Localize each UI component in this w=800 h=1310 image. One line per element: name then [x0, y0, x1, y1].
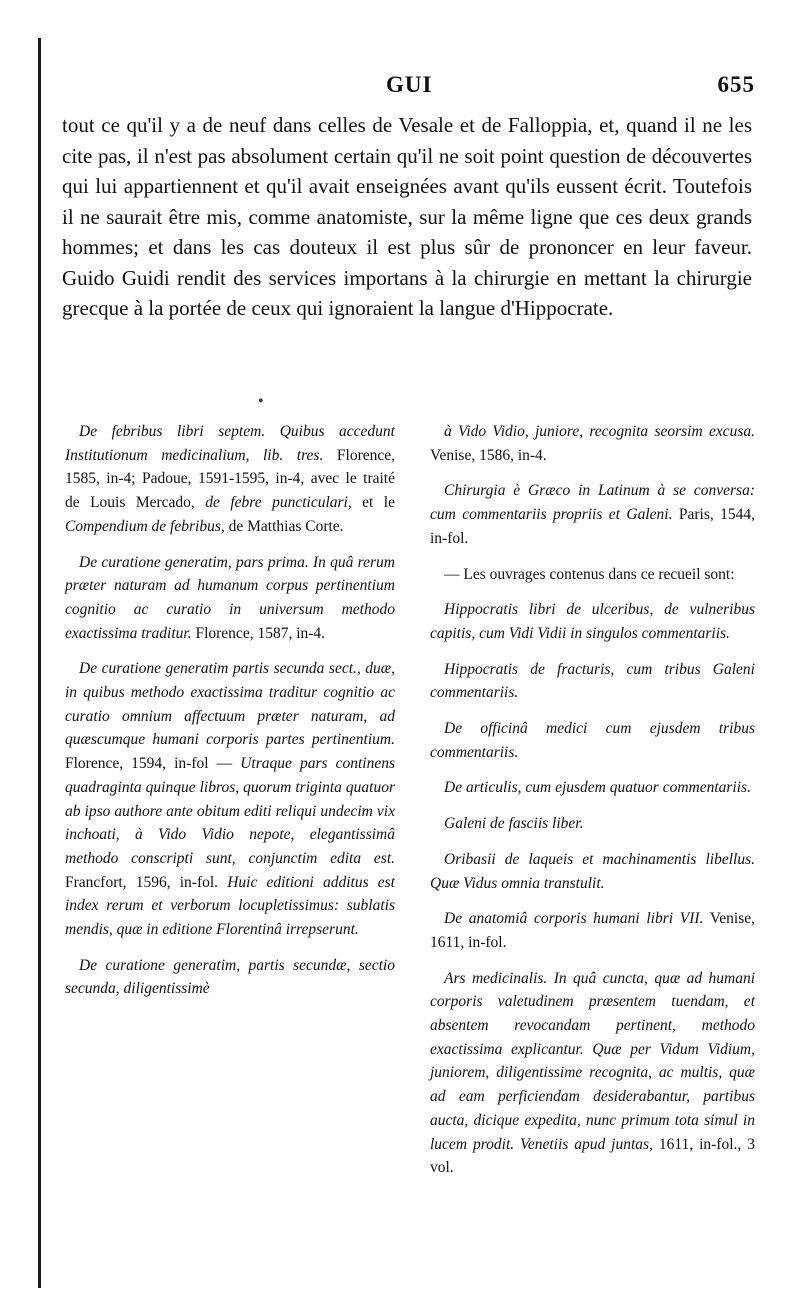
- bibliography-entry: [65, 420, 395, 539]
- bibliography-entry: [65, 657, 395, 941]
- entry-title-italic: Hippocratis libri de ulceribus, de vulneribus capitis, cum Vidi Vidii in singulos commentariis.: [430, 601, 755, 642]
- entry-publication-info: Francfort, 1596, in-fol.: [65, 873, 228, 891]
- page-edge-rule: [38, 38, 41, 1288]
- bibliography-entry: [430, 658, 755, 705]
- entry-publication-info: Venise, 1611, in-fol.: [430, 910, 755, 951]
- entry-title-italic: de febre puncticulari,: [205, 494, 352, 512]
- entry-title-italic: Utraque pars continens quadraginta quinque libros, quorum triginta quatuor ab ipso authore ante obitum editi reliqui undecim vix inchoati, à Vido Vidio nepote, elegantissimâ methodo conscripti sunt, conjunctim edita est.: [65, 755, 395, 867]
- bibliography-entry: [430, 776, 755, 800]
- entry-publication-info: Paris, 1544, in-fol.: [430, 506, 756, 547]
- entry-publication-info: de Matthias Corte.: [224, 517, 344, 535]
- bibliography-right-column: [430, 420, 755, 1192]
- running-head: [0, 72, 800, 106]
- entry-publication-info: Florence, 1585, in-4; Padoue, 1591-1595, in-4, avec le traité de Louis Mercado,: [65, 446, 395, 512]
- entry-title-italic: Oribasii de laqueis et machinamentis libellus. Quæ Vidus omnia transtulit.: [430, 850, 755, 892]
- bibliography-entry: [65, 551, 395, 646]
- entry-title-italic: De officinâ medici cum ejusdem tribus commentariis.: [430, 720, 755, 761]
- entry-publication-info: 1611, in-fol., 3 vol.: [430, 1135, 755, 1177]
- main-paragraph: tout ce qu'il y a de neuf dans celles de Vesale et de Falloppia, et, quand il ne les cite pas, il n'est pas absolument certain qu'il ne soit point question de découvertes qui lui appartiennent et qu'il avait enseignées avant qu'ils eussent écrit. Toutefois il ne saurait être mis, comme anatomiste, sur la même ligne que ces deux grands hommes; et dans les cas douteux il est plus sûr de prononcer en leur faveur. Guido Guidi rendit des services importans à la chirurgie en mettant la chirurgie grecque à la portée de ceux qui ignoraient la langue d'Hippocrate.: [62, 113, 752, 320]
- entry-title-italic: Chirurgia è Græco in Latinum à se conversa: cum commentariis propriis et Galeni.: [430, 482, 755, 524]
- entry-title-italic: Ars medicinalis. In quâ cuncta, quæ ad humani corporis valetudinem præsentem tuendam, et absentem revocandam pertinent, methodo exactissima explicantur. Quæ per Vidum Vidium, juniorem, diligentissime recognita, ac multis, quæ ad eam perficiendam desiderabantur, partibus aucta, dicique expedita, nunc primum tota simul in lucem prodit. Venetiis apud juntas,: [430, 969, 755, 1153]
- bibliography-entry: [430, 563, 755, 587]
- entry-title-italic: Galeni de fasciis liber.: [444, 815, 584, 833]
- bibliography-entry: [65, 954, 395, 1001]
- entry-publication-info: Florence, 1594, in-fol —: [65, 755, 241, 773]
- page-number: 655: [717, 72, 755, 97]
- bibliography-entry: [430, 717, 755, 764]
- entry-title-italic: De anatomiâ corporis humani libri VII.: [444, 910, 704, 928]
- entry-title-italic: De curatione generatim partis secunda sect., duæ, in quibus methodo exactissima traditur cognitio ac curatio omnium affectuum præter naturam, ad quæscumque humani corporis partes pertinentium.: [65, 660, 395, 749]
- entry-publication-info: Venise, 1586, in-4.: [430, 446, 547, 464]
- bibliography-entry: [430, 598, 755, 645]
- running-head-title: GUI: [386, 72, 433, 97]
- bibliography-entry: [430, 848, 755, 895]
- section-separator: •: [258, 393, 264, 410]
- bibliography-entry: [430, 907, 755, 954]
- entry-title-italic: Huic editioni additus est index rerum et verborum locupletissimus: sublatis mendis, quæ in editione Florentinâ irrepserunt.: [65, 873, 395, 939]
- entry-title-italic: Compendium de febribus,: [65, 517, 225, 535]
- entry-publication-info: Florence, 1587, in-4.: [191, 624, 326, 642]
- bibliography-entry: [430, 812, 755, 836]
- entry-title-italic: Hippocratis de fracturis, cum tribus Galeni commentariis.: [430, 660, 755, 702]
- entry-title-italic: De curatione generatim, pars prima. In quâ rerum præter naturam ad humanum corpus pertinentium cognitio ac curatio in universum methodo exactissima traditur.: [65, 553, 395, 642]
- entry-title-italic: De curatione generatim, partis secundæ, sectio secunda, diligentissimè: [65, 956, 395, 998]
- bibliography-entry: [430, 479, 755, 550]
- bibliography-entry: [430, 967, 755, 1180]
- bibliography-entry: [430, 420, 755, 467]
- entry-title-italic: De articulis, cum ejusdem quatuor commentariis.: [444, 779, 751, 797]
- entry-title-italic: à Vido Vidio, juniore, recognita seorsim excusa.: [444, 423, 755, 440]
- bibliography-left-column: [65, 420, 395, 1013]
- entry-publication-info: et le: [351, 494, 395, 512]
- entry-publication-info: — Les ouvrages contenus dans ce recueil sont:: [444, 565, 735, 583]
- entry-title-italic: De febribus libri septem. Quibus accedunt Institutionum medicinalium, lib. tres.: [65, 423, 395, 464]
